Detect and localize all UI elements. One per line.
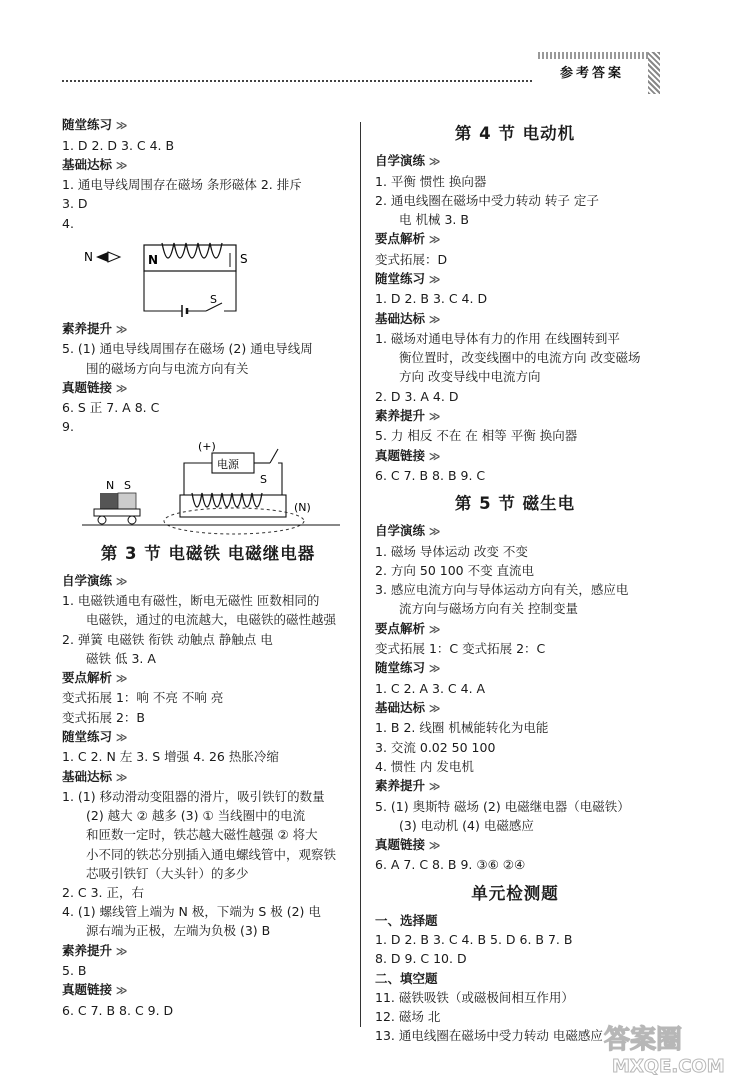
heading-suyang: 素养提升 ≫ xyxy=(375,406,655,427)
answer-line: 变式拓展 1：C 变式拓展 2：C xyxy=(375,641,546,657)
answer-line: 1. 电磁铁通电有磁性，断电无磁性 匝数相同的 xyxy=(62,593,320,609)
heading-jichu: 基础达标 ≫ xyxy=(375,309,655,330)
svg-text:(N): (N) xyxy=(294,500,311,514)
electromagnet-figure xyxy=(80,437,350,535)
magnet-n-half xyxy=(100,493,118,509)
answer-line: 1. D 2. D 3. C 4. B xyxy=(62,137,175,153)
svg-text:电源: 电源 xyxy=(217,457,239,471)
answer-line: 1. 磁场对通电导体有力的作用 在线圈转到平 xyxy=(375,331,620,347)
heading-suyang-2: 素养提升 ≫ xyxy=(375,776,655,797)
answer-line: 围的磁场方向与电流方向有关 xyxy=(86,360,249,376)
heading-suitang: 随堂练习 ≫ xyxy=(62,115,354,136)
svg-text:MXQE.COM: MXQE.COM xyxy=(612,1056,725,1077)
answer-line: 2. 方向 50 100 不变 直流电 xyxy=(375,562,535,578)
answer-line: 电 机械 3. B xyxy=(399,211,469,227)
svg-text:S: S xyxy=(124,478,131,492)
answer-line: 3. 感应电流方向与导体运动方向有关，感应电 xyxy=(375,582,629,598)
section-title-4: 第 4 节 电动机 xyxy=(454,124,576,143)
heading-jichu-2: 基础达标 ≫ xyxy=(62,767,354,788)
answer-line: 衡位置时，改变线圈中的电流方向 改变磁场 xyxy=(399,350,641,366)
answer-line: 1. D 2. B 3. C 4. B 5. D 6. B 7. B xyxy=(375,932,573,948)
heading-suitang-2: 随堂练习 ≫ xyxy=(375,658,655,679)
heading-zixue: 自学演练 ≫ xyxy=(62,571,354,592)
svg-text:(+): (+) xyxy=(198,439,216,453)
answer-line: 6. C 7. B 8. C 9. D xyxy=(62,1002,174,1018)
answer-line: 2. C 3. 正，右 xyxy=(62,885,145,901)
answer-line: 2. D 3. A 4. D xyxy=(375,388,459,404)
answer-line: 6. C 7. B 8. B 9. C xyxy=(375,468,486,484)
answer-line: 1. B 2. 线圈 机械能转化为电能 xyxy=(375,720,549,736)
answer-line: 3. 交流 0.02 50 100 xyxy=(375,739,496,755)
svg-text:N: N xyxy=(106,478,115,492)
answer-line: 12. 磁场 北 xyxy=(375,1009,441,1025)
section-title-unit-test: 单元检测题 xyxy=(471,883,559,903)
answer-line: 9. xyxy=(62,419,74,435)
switch-icon xyxy=(270,449,278,463)
answer-line: (2) 越大 ② 越多 (3) ① 当线圈中的电流 xyxy=(86,808,306,824)
heading-suitang: 随堂练习 ≫ xyxy=(375,269,655,290)
header-dotted-rule xyxy=(62,80,532,82)
heading-yaodian-2: 要点解析 ≫ xyxy=(375,619,655,640)
answer-line: 6. S 正 7. A 8. C xyxy=(62,400,160,416)
answer-line: 1. D 2. B 3. C 4. D xyxy=(375,291,488,307)
answer-line: 1. 磁场 导体运动 改变 不变 xyxy=(375,543,528,559)
heading-yaodian: 要点解析 ≫ xyxy=(62,668,354,689)
answer-line: 8. D 9. C 10. D xyxy=(375,951,467,967)
answer-line: 4. 惯性 内 发电机 xyxy=(375,758,474,774)
magnet-s-half xyxy=(118,493,136,509)
answer-line: 芯吸引铁钉（大头针）的多少 xyxy=(86,865,249,881)
answer-line: 变式拓展：D xyxy=(375,251,448,267)
left-column xyxy=(62,115,354,1020)
answer-line: 4. (1) 螺线管上端为 N 极，下端为 S 极 (2) 电 xyxy=(62,904,321,920)
coil-s-label: S xyxy=(240,251,248,266)
answer-line: 5. (1) 奥斯特 磁场 (2) 电磁继电器（电磁铁） xyxy=(375,798,630,814)
answer-line: 4. xyxy=(62,215,74,231)
right-column xyxy=(375,115,655,1046)
figure-n-label: N xyxy=(84,249,93,264)
watermark-logo xyxy=(594,1016,744,1078)
answer-line: 流方向与磁场方向有关 控制变量 xyxy=(399,601,578,617)
heading-zhenti-2: 真题链接 ≫ xyxy=(375,835,655,856)
heading-zixue-2: 自学演练 ≫ xyxy=(375,521,655,542)
svg-text:S: S xyxy=(260,472,267,486)
column-divider xyxy=(360,122,361,1027)
compass-needle-icon xyxy=(96,252,108,262)
solenoid-figure xyxy=(82,233,282,319)
answer-line: 5. 力 相反 不在 在 相等 平衡 换向器 xyxy=(375,428,578,444)
svg-text:S: S xyxy=(210,292,217,306)
heading-zhenti-2: 真题链接 ≫ xyxy=(62,980,354,1001)
answer-line: 1. 通电导线周围存在磁场 条形磁体 2. 排斥 xyxy=(62,177,302,193)
answer-line: 源右端为正极，左端为负极 (3) B xyxy=(86,923,271,939)
section-title-3: 第 3 节 电磁铁 电磁继电器 xyxy=(100,543,316,563)
answer-line: 磁铁 低 3. A xyxy=(86,650,156,666)
heading-zixue: 自学演练 ≫ xyxy=(375,151,655,172)
answer-line: 1. C 2. A 3. C 4. A xyxy=(375,680,486,696)
answer-line: (3) 电动机 (4) 电磁感应 xyxy=(399,817,534,833)
answer-line: 小不同的铁芯分别插入通电螺线管中，观察铁 xyxy=(86,846,337,862)
heading-zhenti: 真题链接 ≫ xyxy=(62,378,354,399)
answer-line: 3. D xyxy=(62,196,88,212)
heading-fill-blank: 二、填空题 xyxy=(375,970,438,986)
section-title-5: 第 5 节 磁生电 xyxy=(454,494,576,514)
answer-line: 6. A 7. C 8. B 9. ③⑥ ②④ xyxy=(375,857,526,873)
answer-line: 1. C 2. N 左 3. S 增强 4. 26 热胀冷缩 xyxy=(62,749,279,765)
heading-suyang-2: 素养提升 ≫ xyxy=(62,941,354,962)
answer-line: 5. (1) 通电导线周围存在磁场 (2) 通电导线周 xyxy=(62,341,313,357)
heading-yaodian: 要点解析 ≫ xyxy=(375,229,655,250)
cart-body xyxy=(94,509,140,516)
coil-n-label: N xyxy=(148,252,159,267)
heading-zhenti: 真题链接 ≫ xyxy=(375,446,655,467)
answer-line: 1. (1) 移动滑动变阻器的滑片，吸引铁钉的数量 xyxy=(62,789,325,805)
page-header-title: 参考答案 xyxy=(560,66,625,81)
heading-jichu-2: 基础达标 ≫ xyxy=(375,698,655,719)
heading-jichu: 基础达标 ≫ xyxy=(62,155,354,176)
answer-line: 11. 磁铁吸铁（或磁极间相互作用） xyxy=(375,990,574,1006)
heading-choice: 一、选择题 xyxy=(375,912,438,928)
answer-line: 变式拓展 2：B xyxy=(62,709,146,725)
answer-line: 和匝数一定时，铁芯越大磁性越强 ② 将大 xyxy=(86,827,318,843)
answer-line: 方向 改变导线中电流方向 xyxy=(399,369,541,385)
svg-text:答案圈: 答案圈 xyxy=(604,1025,683,1055)
heading-suyang: 素养提升 ≫ xyxy=(62,319,354,340)
answer-line: 变式拓展 1：响 不亮 不响 亮 xyxy=(62,690,224,706)
heading-suitang-2: 随堂练习 ≫ xyxy=(62,727,354,748)
answer-line: 5. B xyxy=(62,963,87,979)
answer-line: 2. 通电线圈在磁场中受力转动 转子 定子 xyxy=(375,192,599,208)
answer-line: 电磁铁，通过的电流越大，电磁铁的磁性越强 xyxy=(86,612,337,628)
answer-line: 1. 平衡 惯性 换向器 xyxy=(375,173,487,189)
answer-line: 2. 弹簧 电磁铁 衔铁 动触点 静触点 电 xyxy=(62,631,273,647)
answer-line: 13. 通电线圈在磁场中受力转动 电磁感应 xyxy=(375,1028,603,1044)
